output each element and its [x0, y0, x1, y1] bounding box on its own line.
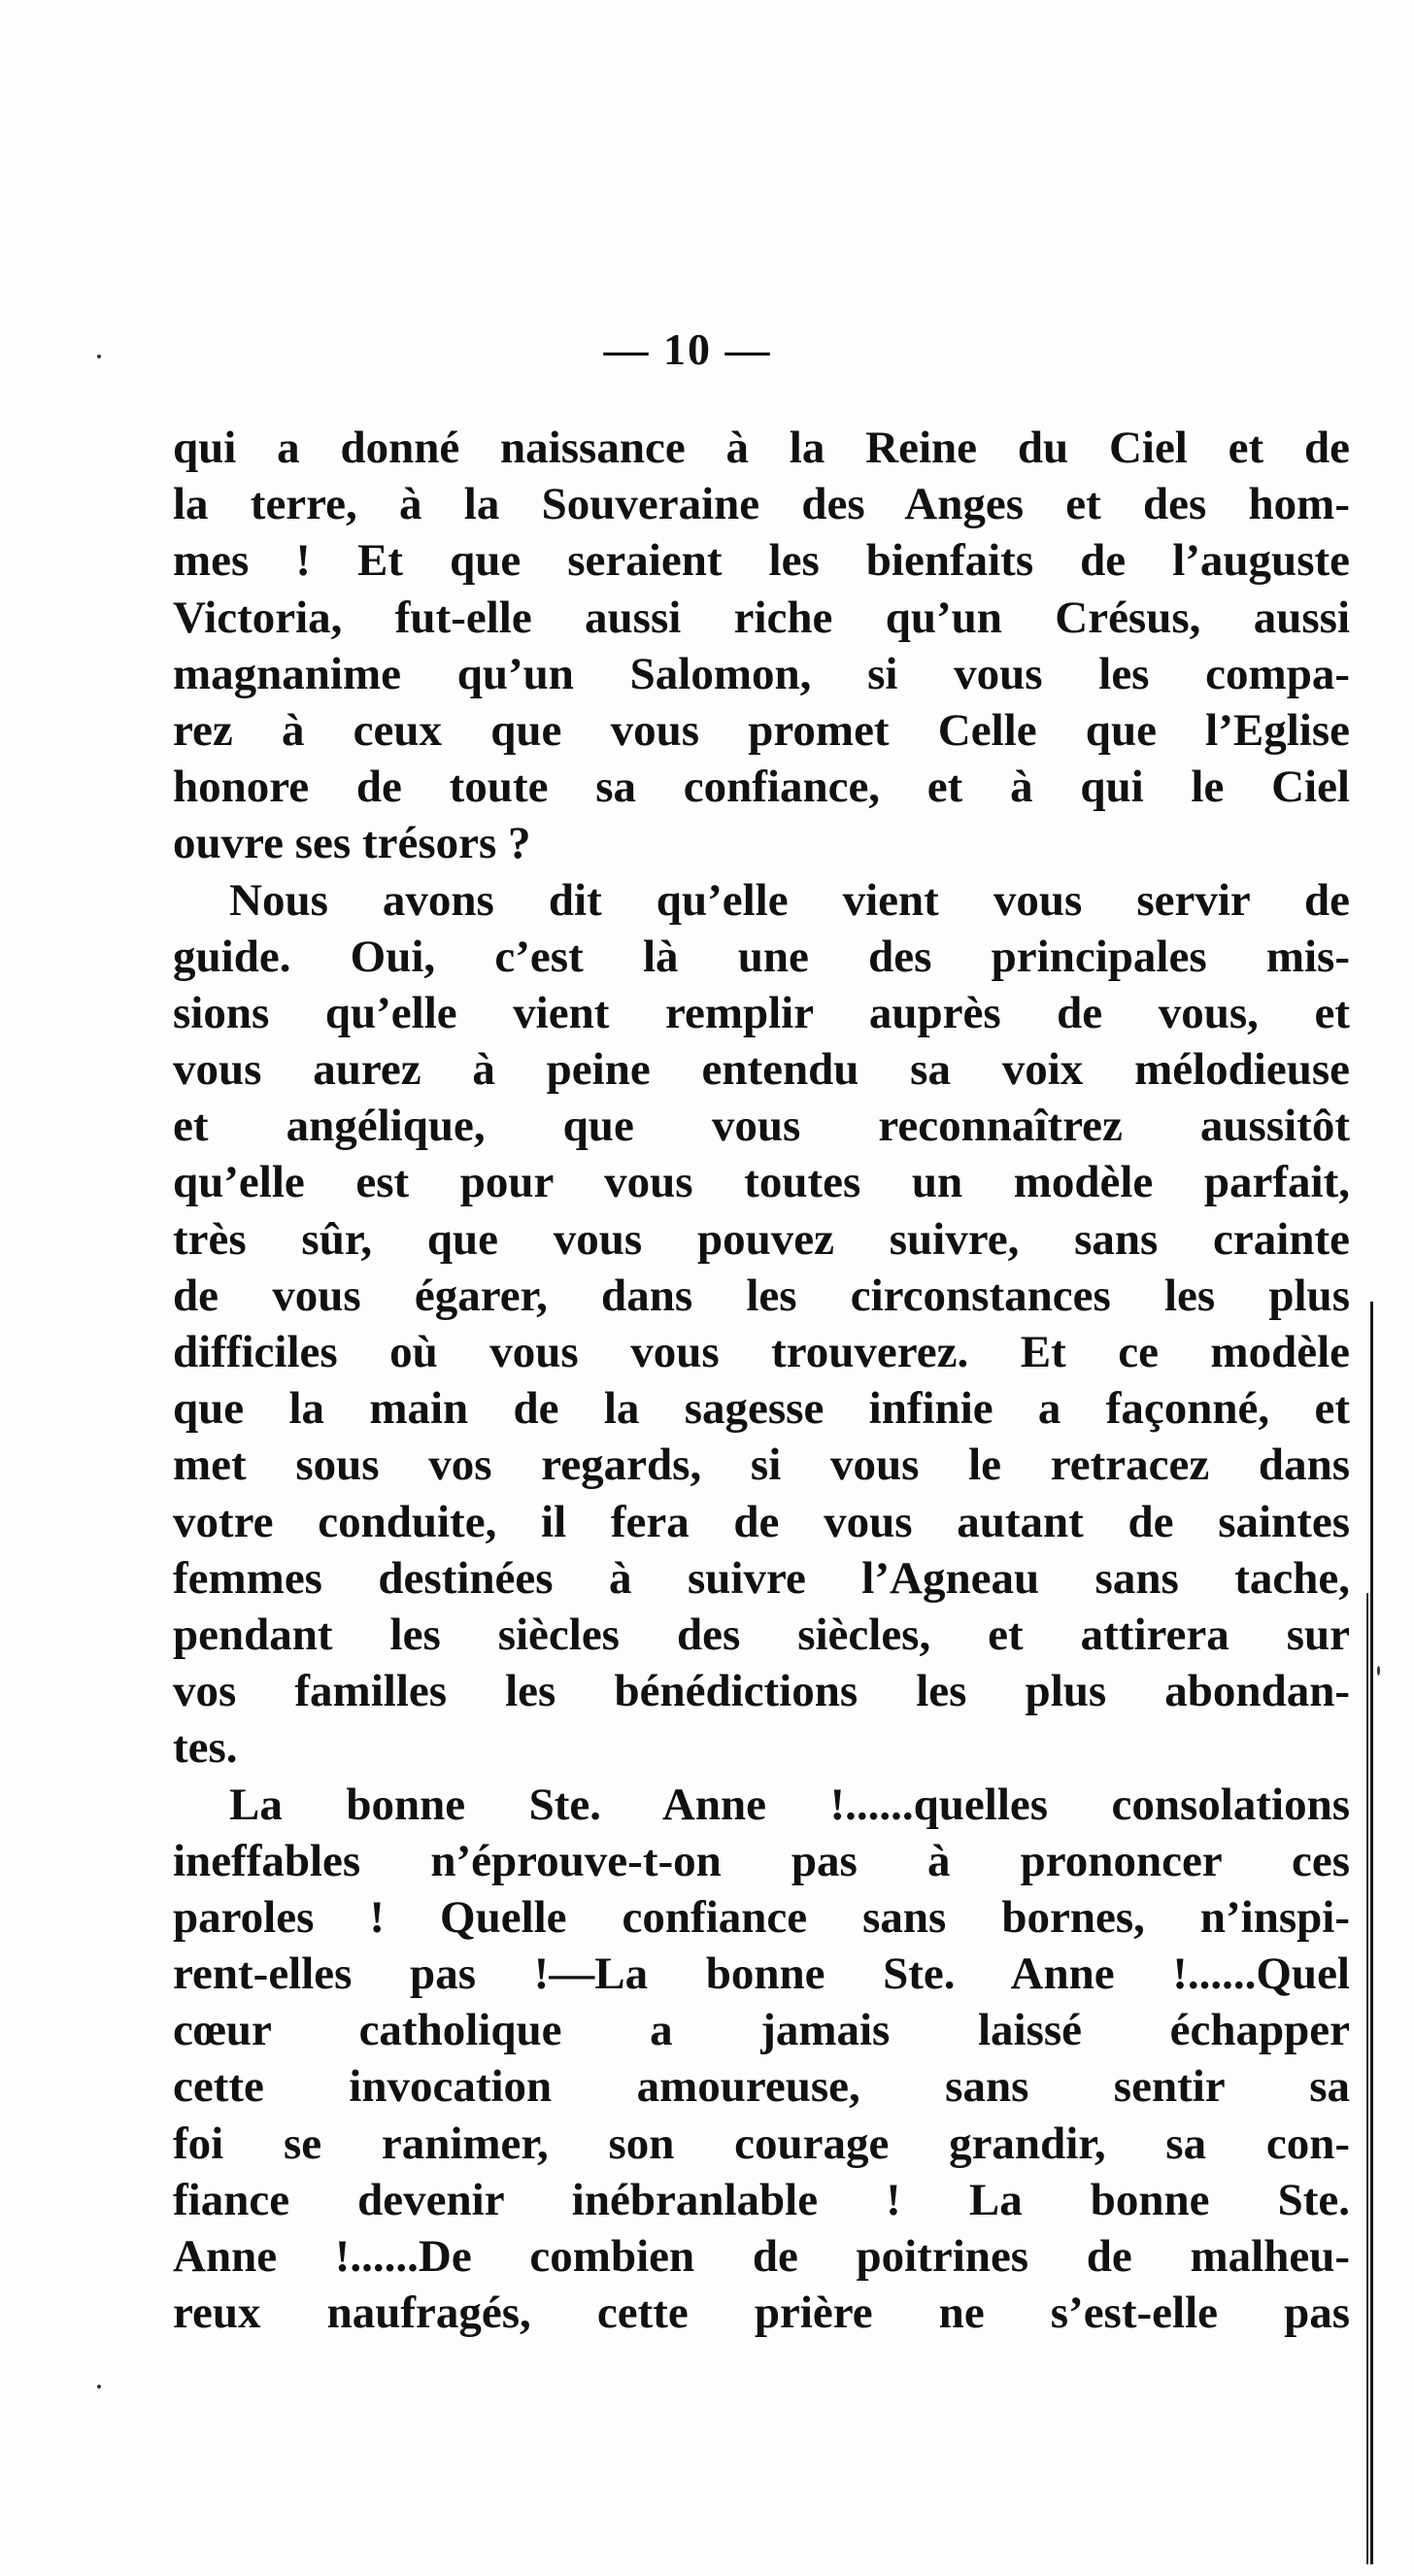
text-line: paroles ! Quelle confiance sans bornes, n’inspi- [173, 1891, 1350, 1943]
page-number: — 10 — [603, 324, 772, 374]
text-line: cœur catholique a jamais laissé échapper [173, 2005, 1350, 2056]
text-line: guide. Oui, c’est là une des principales mis- [173, 931, 1350, 982]
text-line: votre conduite, il fera de vous autant de saintes [173, 1496, 1350, 1547]
text-line: de vous égarer, dans les circonstances les plus [173, 1270, 1350, 1321]
text-line: magnanime qu’un Salomon, si vous les compa- [173, 648, 1350, 699]
body-text [173, 420, 1350, 2341]
text-line: ouvre ses trésors ? [173, 818, 531, 869]
text-line: la terre, à la Souveraine des Anges et des hom- [173, 479, 1350, 530]
text-line: cette invocation amoureuse, sans sentir sa [173, 2061, 1350, 2113]
text-line: qui a donné naissance à la Reine du Ciel et de [173, 423, 1350, 473]
text-line: qu’elle est pour vous toutes un modèle parfait, [173, 1157, 1350, 1208]
text-line: rez à ceux que vous promet Celle que l’Eglise [173, 704, 1350, 756]
text-line: fiance devenir inébranlable ! La bonne Ste. [173, 2174, 1350, 2225]
text-line: met sous vos regards, si vous le retracez dans [173, 1440, 1350, 1491]
text-line: sions qu’elle vient remplir auprès de vous, et [173, 987, 1350, 1038]
text-line: que la main de la sagesse infinie a façonné, et [173, 1383, 1350, 1435]
text-line: difficiles où vous vous trouverez. Et ce modèle [173, 1327, 1350, 1377]
text-line: très sûr, que vous pouvez suivre, sans crainte [173, 1213, 1350, 1265]
text-line: pendant les siècles des siècles, et attirera sur [173, 1609, 1350, 1660]
text-line: honore de toute sa confiance, et à qui le Ciel [173, 762, 1350, 813]
page-edge-rule [1370, 1302, 1373, 2564]
ink-speck [1377, 1666, 1380, 1676]
text-line: femmes destinées à suivre l’Agneau sans tache, [173, 1552, 1350, 1604]
text-line: Anne !......De combien de poitrines de malheu- [173, 2231, 1350, 2282]
text-line: mes ! Et que seraient les bienfaits de l’auguste [173, 535, 1350, 587]
text-line: et angélique, que vous reconnaîtrez aussitôt [173, 1101, 1350, 1152]
text-line: rent-elles pas !—La bonne Ste. Anne !......Quel [173, 1949, 1350, 2000]
text-line: Victoria, fut-elle aussi riche qu’un Crésus, aussi [173, 592, 1350, 643]
ink-speck [97, 355, 101, 358]
text-line: La bonne Ste. Anne !......quelles consolations [229, 1779, 1350, 1830]
text-line: reux naufragés, cette prière ne s’est-elle pas [173, 2288, 1350, 2339]
text-line: tes. [173, 1722, 238, 1774]
text-line: vous aurez à peine entendu sa voix mélodieuse [173, 1044, 1350, 1096]
page-edge-shadow [1366, 1593, 1368, 2564]
text-line: vos familles les bénédictions les plus abondan- [173, 1666, 1350, 1717]
text-line: foi se ranimer, son courage grandir, sa con- [173, 2118, 1350, 2169]
ink-speck [97, 2385, 101, 2389]
text-line: Nous avons dit qu’elle vient vous servir de [229, 874, 1350, 926]
text-line: ineffables n’éprouve-t-on pas à prononcer ces [173, 1835, 1350, 1886]
